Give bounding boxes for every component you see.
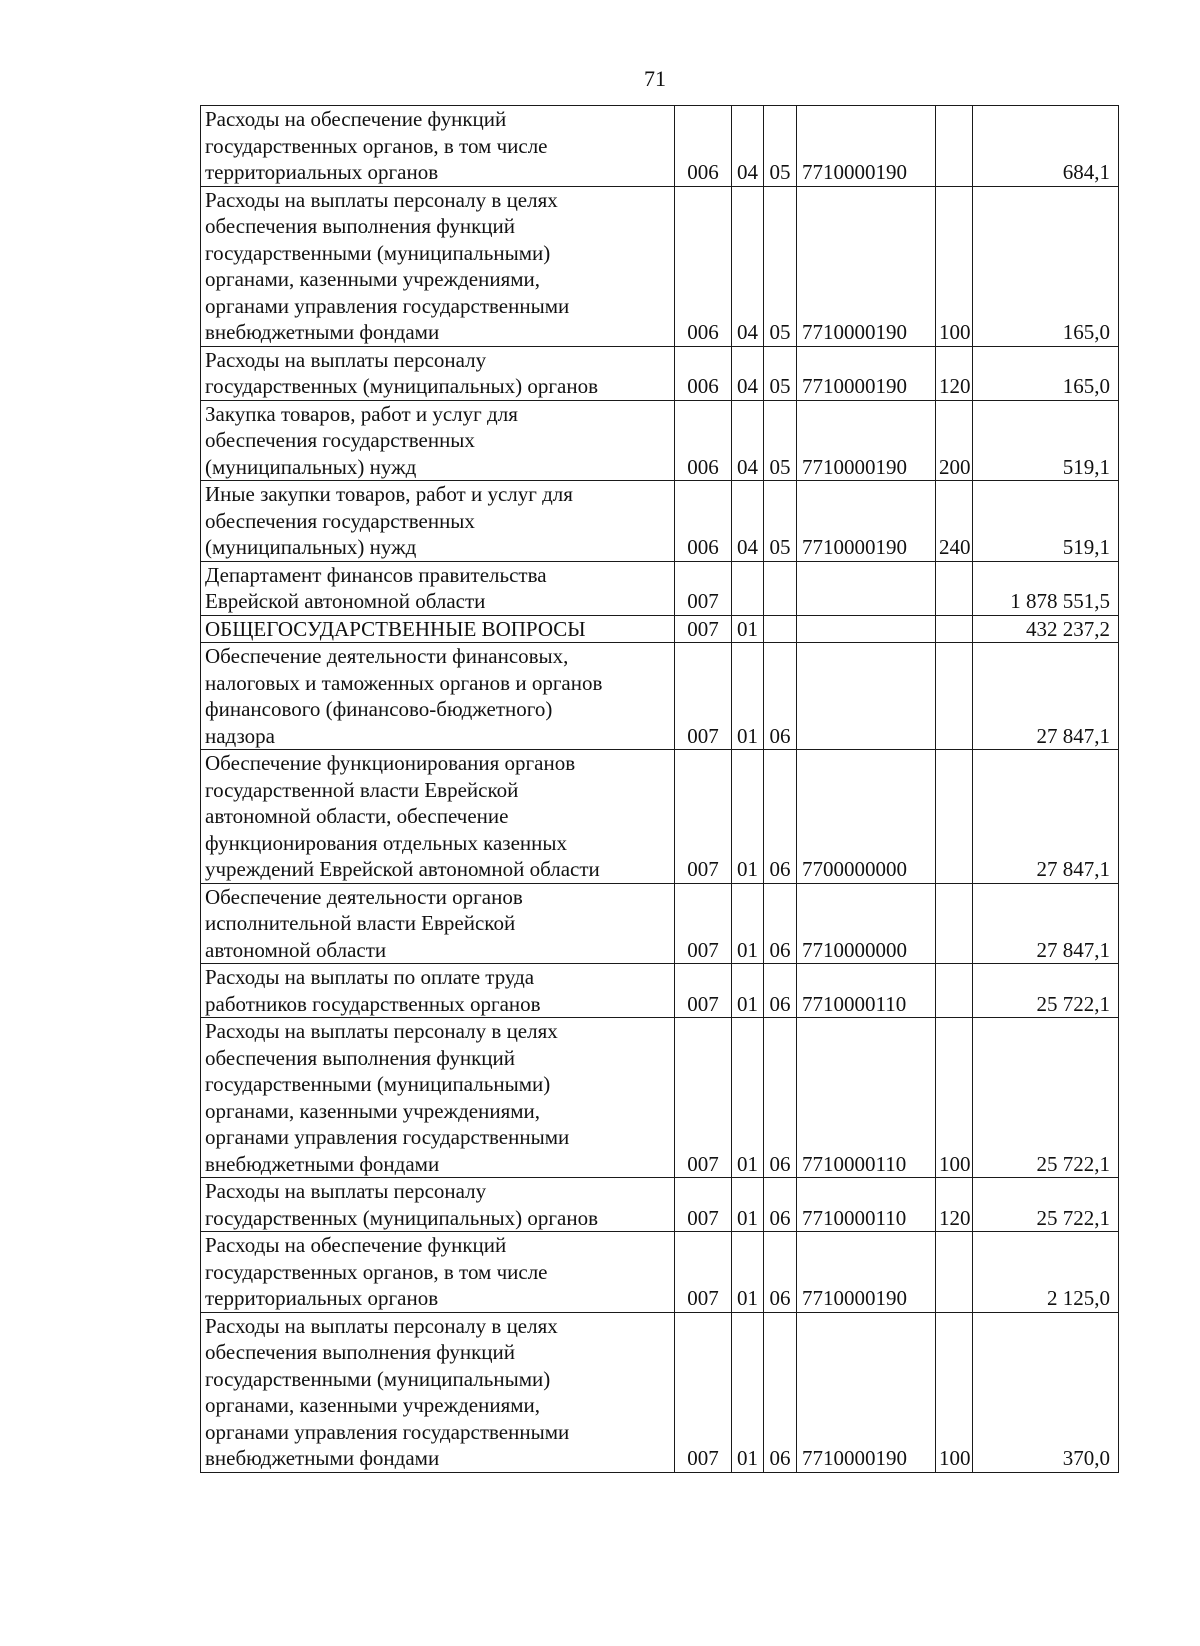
table-row [201, 1178, 1119, 1232]
cell-rz: 04 [732, 106, 764, 187]
cell-sum: 684,1 [973, 106, 1119, 187]
table-row [201, 643, 1119, 750]
budget-table-body [201, 106, 1119, 1473]
cell-rz: 01 [732, 1312, 764, 1472]
cell-rz: 01 [732, 1178, 764, 1232]
cell-rz: 01 [732, 883, 764, 964]
cell-sum: 27 847,1 [973, 643, 1119, 750]
table-row [201, 346, 1119, 400]
cell-sum: 519,1 [973, 400, 1119, 481]
cell-vr [936, 561, 973, 615]
cell-sum: 25 722,1 [973, 1018, 1119, 1178]
cell-ved: 006 [675, 186, 732, 346]
cell-name: Департамент финансов правительства Еврейской автономной области [201, 561, 675, 615]
cell-pr: 06 [764, 1232, 797, 1313]
cell-sum: 370,0 [973, 1312, 1119, 1472]
cell-pr: 05 [764, 346, 797, 400]
cell-sum: 165,0 [973, 186, 1119, 346]
cell-vr [936, 643, 973, 750]
cell-csr [797, 643, 936, 750]
cell-ved: 006 [675, 106, 732, 187]
cell-csr: 7710000190 [797, 186, 936, 346]
cell-ved: 007 [675, 750, 732, 884]
cell-pr: 05 [764, 400, 797, 481]
cell-csr: 7710000190 [797, 106, 936, 187]
table-row [201, 186, 1119, 346]
cell-csr: 7710000110 [797, 1178, 936, 1232]
cell-vr [936, 1232, 973, 1313]
cell-rz [732, 561, 764, 615]
cell-name: Расходы на выплаты персоналу в целях обеспечения выполнения функций государственными (муниципальными) органами, казенными учреждениями, органами управления государственными внебюджетными фондами [201, 1018, 675, 1178]
cell-vr [936, 883, 973, 964]
cell-sum: 27 847,1 [973, 883, 1119, 964]
budget-table [200, 105, 1119, 1473]
cell-name: Расходы на выплаты персоналу в целях обеспечения выполнения функций государственными (муниципальными) органами, казенными учреждениями, органами управления государственными внебюджетными фондами [201, 186, 675, 346]
cell-sum: 25 722,1 [973, 964, 1119, 1018]
table-row [201, 1232, 1119, 1313]
cell-name: Обеспечение функционирования органов государственной власти Еврейской автономной области, обеспечение функционирования отдельных казенных учреждений Еврейской автономной области [201, 750, 675, 884]
cell-ved: 007 [675, 1232, 732, 1313]
cell-pr: 05 [764, 106, 797, 187]
cell-pr: 06 [764, 643, 797, 750]
table-row [201, 750, 1119, 884]
table-row [201, 481, 1119, 562]
cell-pr: 06 [764, 883, 797, 964]
cell-pr: 06 [764, 1018, 797, 1178]
cell-sum: 1 878 551,5 [973, 561, 1119, 615]
cell-csr: 7710000190 [797, 346, 936, 400]
cell-csr: 7710000110 [797, 1018, 936, 1178]
table-row [201, 1312, 1119, 1472]
cell-pr: 05 [764, 186, 797, 346]
cell-ved: 006 [675, 481, 732, 562]
cell-vr: 240 [936, 481, 973, 562]
cell-vr [936, 106, 973, 187]
cell-ved: 007 [675, 1178, 732, 1232]
cell-rz: 01 [732, 1232, 764, 1313]
cell-vr: 120 [936, 346, 973, 400]
cell-name: Расходы на обеспечение функций государственных органов, в том числе территориальных органов [201, 106, 675, 187]
cell-vr: 100 [936, 186, 973, 346]
cell-csr: 7710000190 [797, 1312, 936, 1472]
page-number: 71 [644, 66, 666, 91]
cell-rz: 01 [732, 964, 764, 1018]
cell-ved: 007 [675, 643, 732, 750]
cell-ved: 006 [675, 346, 732, 400]
cell-pr: 06 [764, 964, 797, 1018]
table-row [201, 615, 1119, 643]
cell-csr: 7710000000 [797, 883, 936, 964]
cell-rz: 01 [732, 750, 764, 884]
cell-rz: 04 [732, 346, 764, 400]
cell-name: Расходы на обеспечение функций государственных органов, в том числе территориальных органов [201, 1232, 675, 1313]
cell-sum: 519,1 [973, 481, 1119, 562]
cell-vr [936, 750, 973, 884]
table-row [201, 1018, 1119, 1178]
cell-csr: 7710000190 [797, 400, 936, 481]
cell-ved: 007 [675, 1312, 732, 1472]
cell-pr: 06 [764, 750, 797, 884]
cell-pr [764, 615, 797, 643]
cell-vr: 200 [936, 400, 973, 481]
cell-name: Расходы на выплаты персоналу государственных (муниципальных) органов [201, 1178, 675, 1232]
cell-vr: 120 [936, 1178, 973, 1232]
table-row [201, 964, 1119, 1018]
cell-csr: 7710000190 [797, 1232, 936, 1313]
cell-csr: 7710000190 [797, 481, 936, 562]
table-row [201, 561, 1119, 615]
cell-csr [797, 615, 936, 643]
cell-pr: 06 [764, 1312, 797, 1472]
cell-ved: 006 [675, 400, 732, 481]
cell-vr: 100 [936, 1312, 973, 1472]
cell-name: Закупка товаров, работ и услуг для обеспечения государственных (муниципальных) нужд [201, 400, 675, 481]
cell-name: Расходы на выплаты по оплате труда работников государственных органов [201, 964, 675, 1018]
cell-ved: 007 [675, 964, 732, 1018]
cell-sum: 165,0 [973, 346, 1119, 400]
cell-rz: 04 [732, 186, 764, 346]
cell-vr [936, 964, 973, 1018]
cell-name: Расходы на выплаты персоналу в целях обеспечения выполнения функций государственными (муниципальными) органами, казенными учреждениями, органами управления государственными внебюджетными фондами [201, 1312, 675, 1472]
cell-name: Обеспечение деятельности органов исполнительной власти Еврейской автономной области [201, 883, 675, 964]
cell-rz: 01 [732, 643, 764, 750]
table-row [201, 106, 1119, 187]
cell-pr: 06 [764, 1178, 797, 1232]
cell-ved: 007 [675, 1018, 732, 1178]
cell-pr [764, 561, 797, 615]
cell-rz: 04 [732, 400, 764, 481]
cell-sum: 27 847,1 [973, 750, 1119, 884]
cell-vr [936, 615, 973, 643]
cell-ved: 007 [675, 615, 732, 643]
cell-name: ОБЩЕГОСУДАРСТВЕННЫЕ ВОПРОСЫ [201, 615, 675, 643]
cell-sum: 25 722,1 [973, 1178, 1119, 1232]
cell-ved: 007 [675, 561, 732, 615]
cell-rz: 04 [732, 481, 764, 562]
cell-name: Иные закупки товаров, работ и услуг для обеспечения государственных (муниципальных) нужд [201, 481, 675, 562]
cell-sum: 432 237,2 [973, 615, 1119, 643]
cell-rz: 01 [732, 615, 764, 643]
cell-csr [797, 561, 936, 615]
cell-rz: 01 [732, 1018, 764, 1178]
table-row [201, 883, 1119, 964]
cell-pr: 05 [764, 481, 797, 562]
cell-ved: 007 [675, 883, 732, 964]
cell-vr: 100 [936, 1018, 973, 1178]
cell-sum: 2 125,0 [973, 1232, 1119, 1313]
cell-csr: 7700000000 [797, 750, 936, 884]
cell-csr: 7710000110 [797, 964, 936, 1018]
table-row [201, 400, 1119, 481]
cell-name: Расходы на выплаты персоналу государственных (муниципальных) органов [201, 346, 675, 400]
cell-name: Обеспечение деятельности финансовых, налоговых и таможенных органов и органов финансового (финансово-бюджетного) надзора [201, 643, 675, 750]
